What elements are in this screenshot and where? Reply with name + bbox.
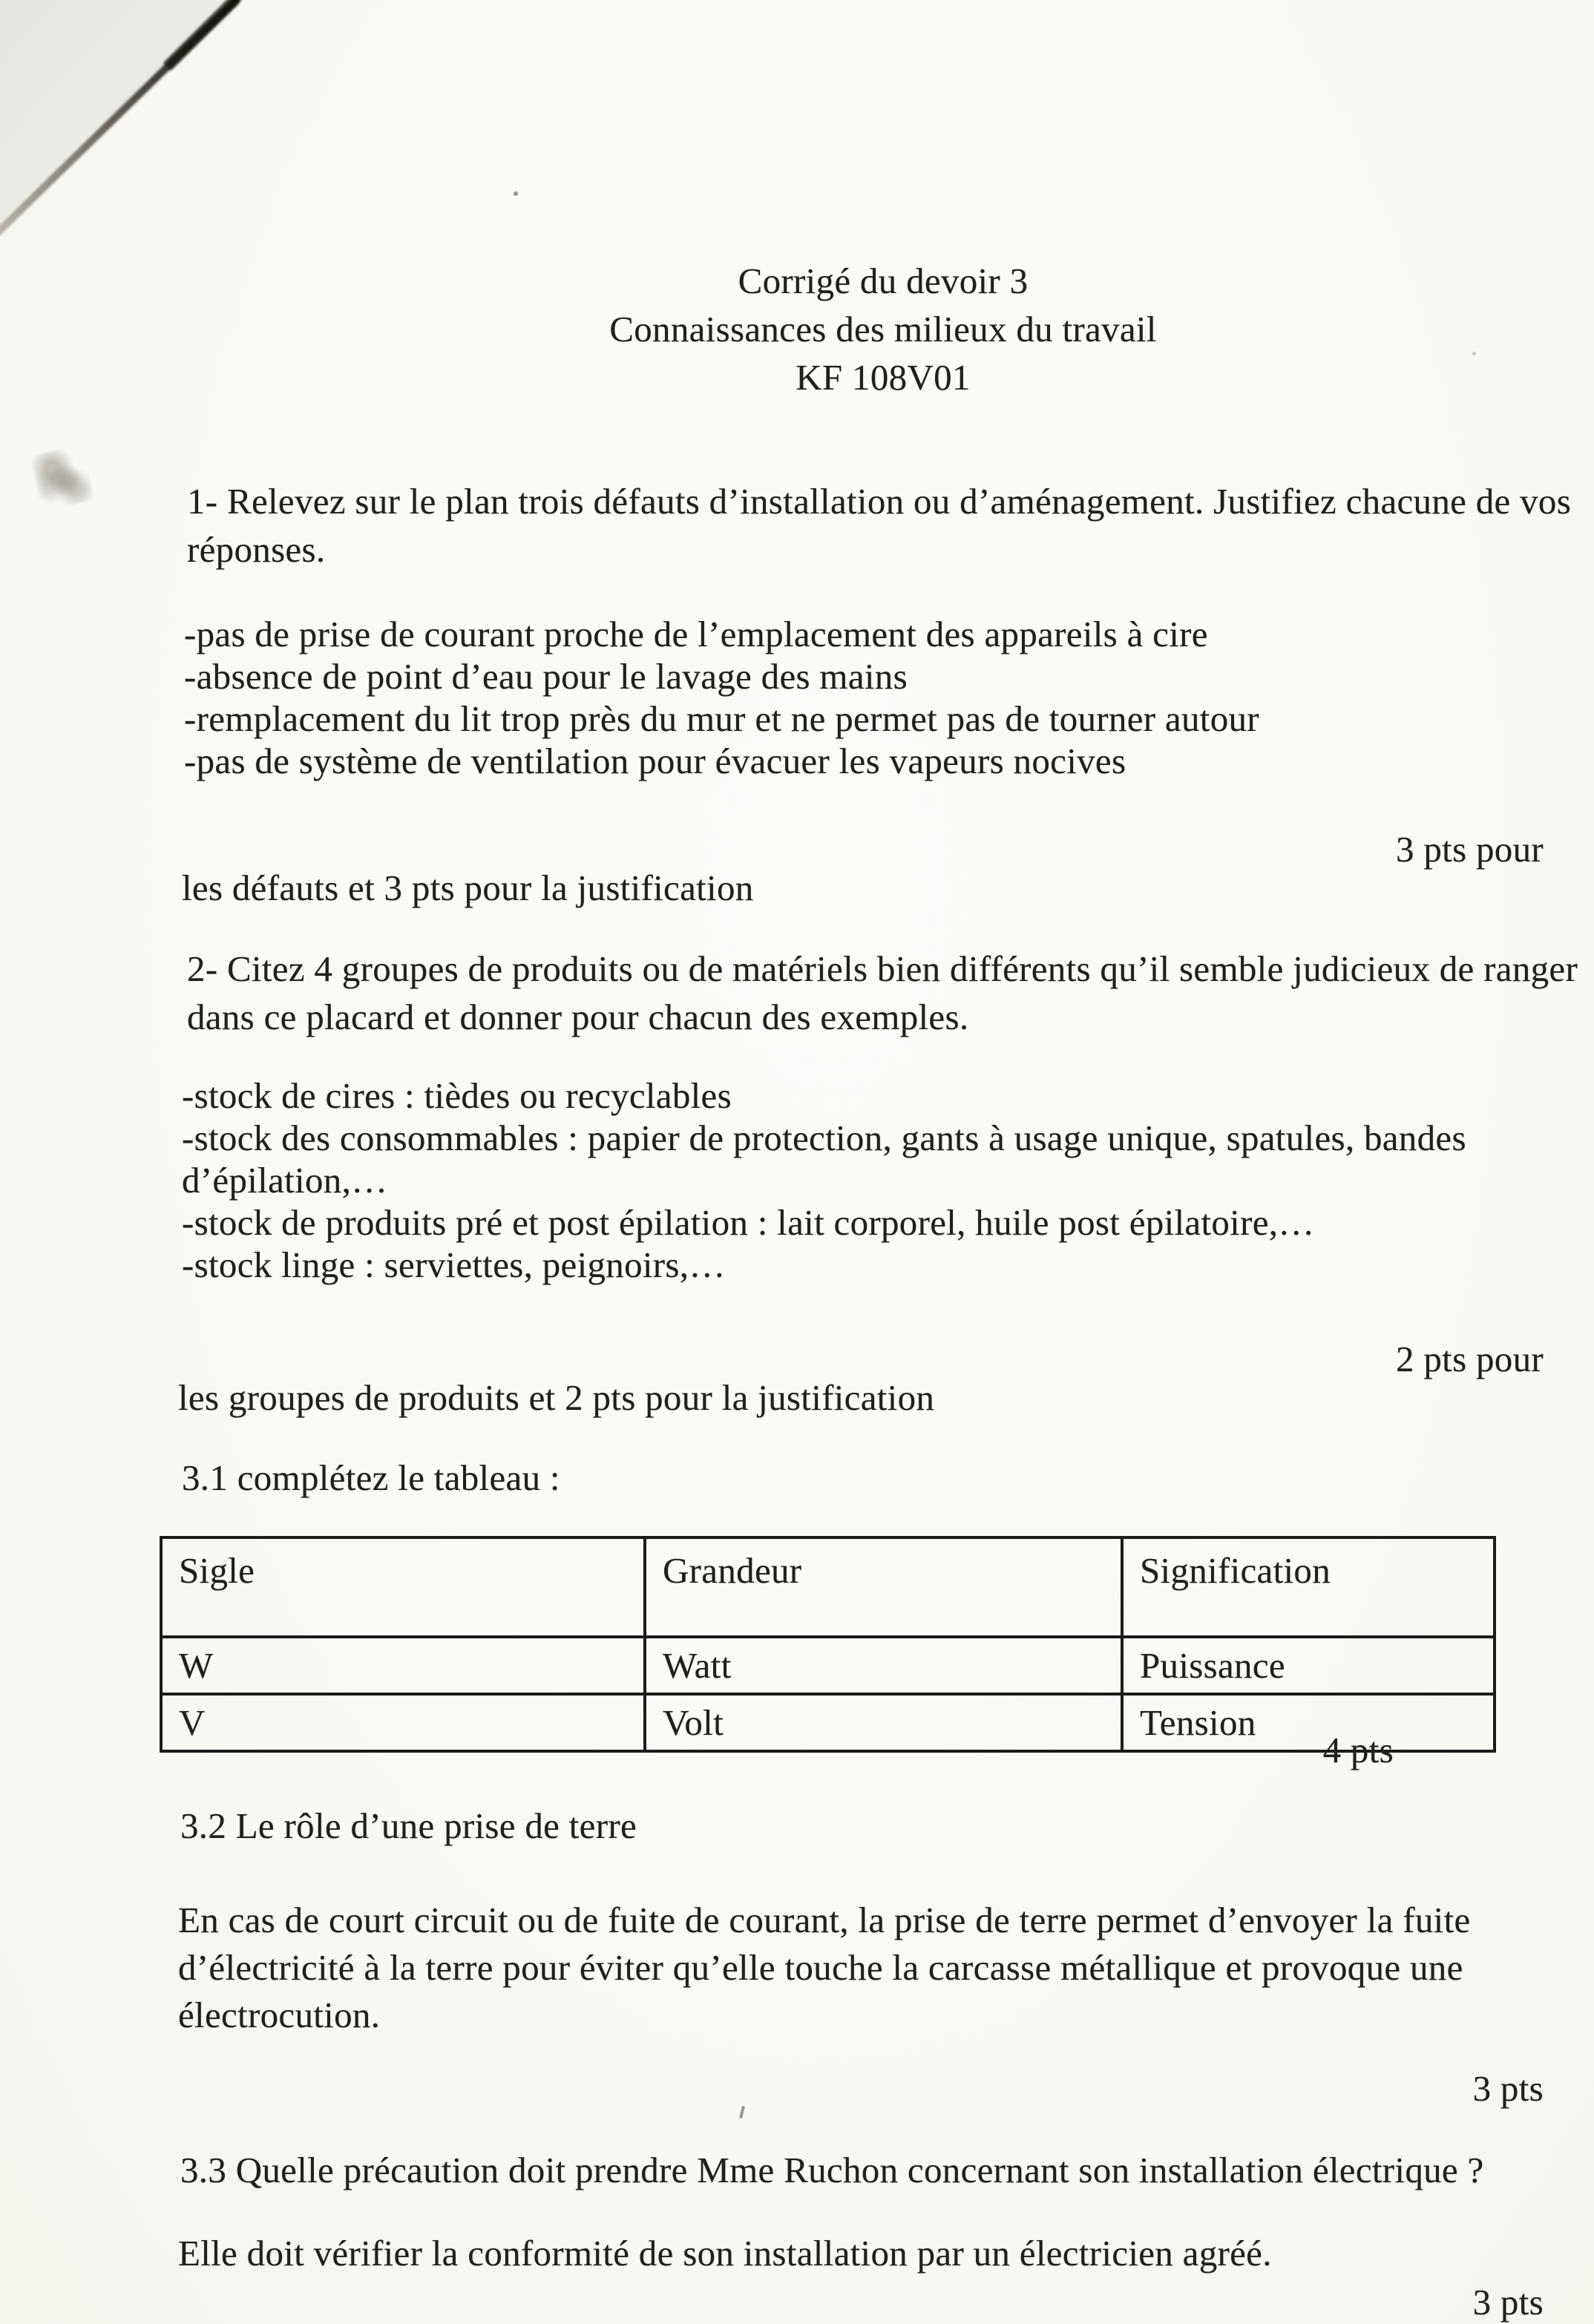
table-header-sigle: Sigle [161, 1537, 645, 1637]
title-line-2: Connaissances des milieux du travail [609, 309, 1157, 349]
cell-signification: Tension [1122, 1694, 1495, 1751]
q1-prompt: 1- Relevez sur le plan trois défauts d’installation ou d’aménagement. Justifiez chacune de vos réponses. [187, 481, 1572, 570]
table-header-grandeur: Grandeur [645, 1537, 1122, 1637]
answer-line: -pas de système de ventilation pour évacuer les vapeurs nocives [184, 741, 1126, 781]
table-header-row [161, 1537, 1495, 1637]
answer-line: -stock des consommables : papier de protection, gants à usage unique, spatules, bandes d’épilation,… [182, 1117, 1466, 1201]
q2-prompt: 2- Citez 4 groupes de produits ou de matériels bien différents qu’il semble judicieux de ranger dans ce placard et donner pour chacun des exemples. [187, 948, 1578, 1037]
q31-heading: 3.1 complétez le tableau : [182, 1457, 560, 1498]
q2-points-part1: 2 pts pour [1396, 1339, 1544, 1379]
sigle-grandeur-signification-table [160, 1536, 1496, 1753]
q1-answers [184, 613, 1520, 782]
answer-line: -pas de prise de courant proche de l’emplacement des appareils à cire [184, 614, 1208, 654]
q2-points-part2: les groupes de produits et 2 pts pour la justification [178, 1377, 935, 1418]
q32-answer: En cas de court circuit ou de fuite de courant, la prise de terre permet d’envoyer la fuite d’électricité à la terre pour éviter qu’elle touche la carcasse métallique et provoque une électrocution. [178, 1900, 1471, 2035]
title-line-3: KF 108V01 [796, 357, 971, 398]
q2-answers [182, 1074, 1488, 1286]
answer-line: -stock linge : serviettes, peignoirs,… [182, 1244, 726, 1285]
answer-line: -stock de cires : tièdes ou recyclables [182, 1075, 732, 1116]
q31-points: 4 pts [1322, 1730, 1394, 1770]
cell-sigle: W [161, 1637, 645, 1694]
q32-heading: 3.2 Le rôle d’une prise de terre [180, 1805, 637, 1846]
q33-points: 3 pts [1472, 2282, 1544, 2323]
answer-line: -remplacement du lit trop près du mur et ne permet pas de tourner autour [184, 698, 1259, 739]
document-title-block [234, 257, 1532, 401]
scan-speck [514, 191, 518, 196]
table-header-signification: Signification [1122, 1537, 1495, 1637]
q32-points: 3 pts [1472, 2068, 1544, 2109]
cell-grandeur: Volt [645, 1694, 1122, 1751]
q33-heading: 3.3 Quelle précaution doit prendre Mme Ruchon concernant son installation électrique ? [180, 2150, 1484, 2190]
q33-answer: Elle doit vérifier la conformité de son installation par un électricien agréé. [178, 2233, 1272, 2274]
cell-sigle: V [161, 1694, 645, 1751]
q1-points-part2: les défauts et 3 pts pour la justification [182, 867, 754, 908]
cell-grandeur: Watt [645, 1637, 1122, 1694]
answer-line: -absence de point d’eau pour le lavage des mains [184, 656, 908, 697]
q1-points-part1: 3 pts pour [1396, 829, 1544, 870]
cell-signification: Puissance [1122, 1637, 1495, 1694]
answer-line: -stock de produits pré et post épilation : lait corporel, huile post épilatoire,… [182, 1202, 1315, 1243]
pencil-smudge [30, 444, 94, 511]
table-row [161, 1637, 1495, 1694]
title-line-1: Corrigé du devoir 3 [738, 260, 1029, 301]
